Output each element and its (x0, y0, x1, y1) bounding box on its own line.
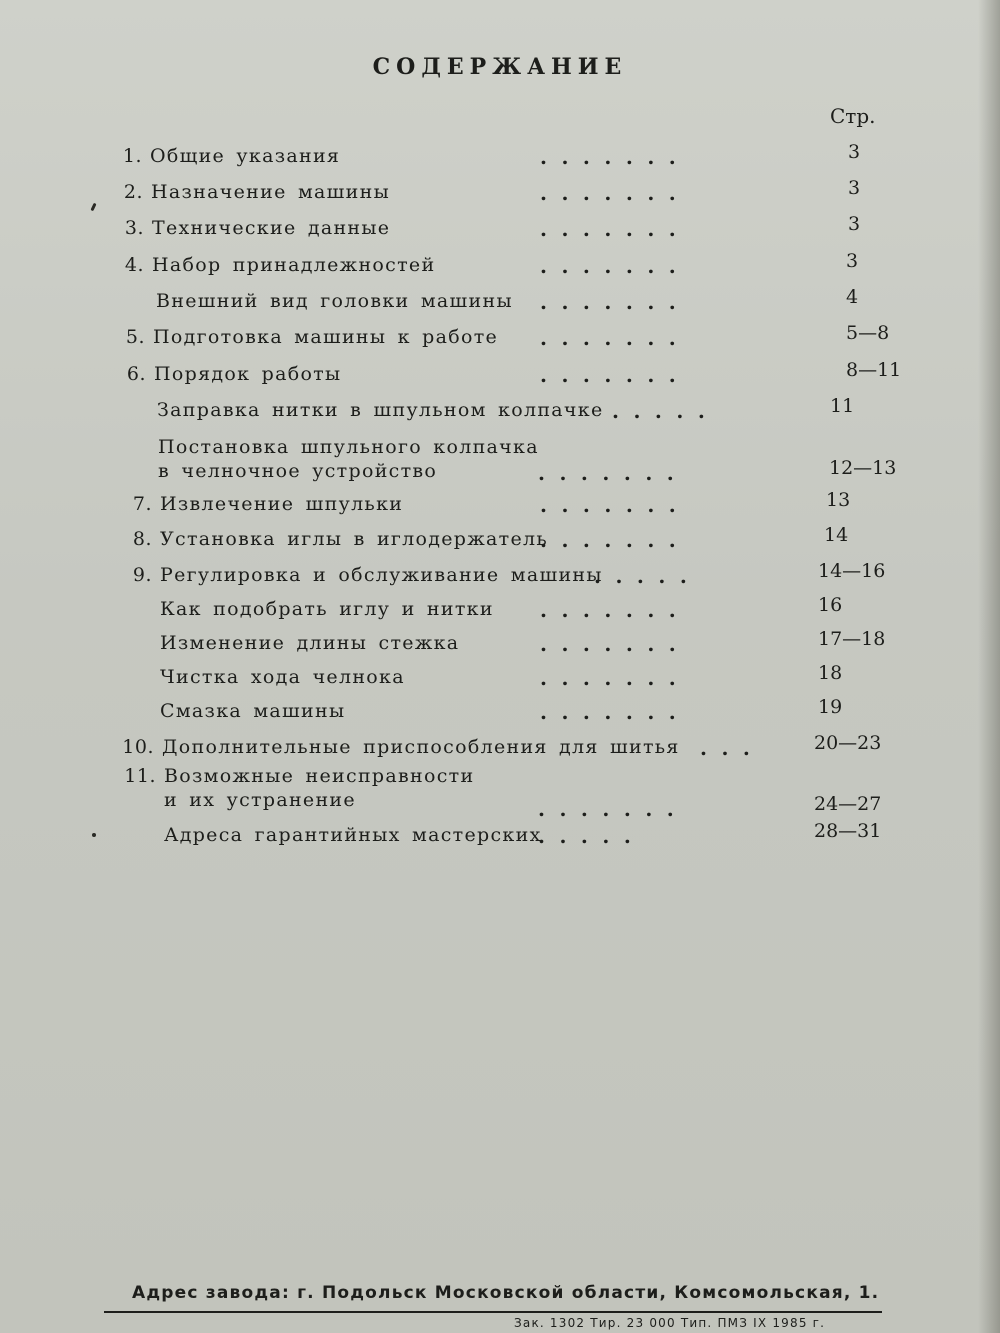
toc-entry-page: 14 (824, 524, 849, 546)
toc-entry-page: 13 (826, 489, 851, 511)
toc-entry-label: Регулировка и обслуживание машины (160, 564, 603, 586)
toc-entry-page: 14—16 (818, 560, 886, 582)
toc-entry-page: 3 (848, 177, 861, 199)
toc-entry-label: Изменение длины стежка (160, 632, 460, 654)
toc-entry-page: 17—18 (818, 628, 886, 650)
dot-leader: ....... (540, 363, 691, 387)
toc-entry-page: 12—13 (829, 457, 897, 479)
toc-entry-label: Внешний вид головки машины (156, 290, 513, 312)
toc-entry (0, 286, 1000, 320)
toc-entry (0, 820, 1000, 854)
toc-entry-number: 6. (126, 363, 146, 385)
toc-entry-page: 3 (846, 250, 859, 272)
toc-entry-number: 9. (132, 564, 152, 586)
dot-leader: ... (700, 736, 765, 760)
toc-entry-page: 18 (818, 662, 843, 684)
toc-entry-number: 5. (125, 326, 145, 348)
dot-leader: ....... (538, 797, 689, 821)
toc-entry-page: 28—31 (814, 820, 882, 842)
toc-entry-page: 24—27 (814, 793, 882, 815)
toc-entry (0, 594, 1000, 628)
dot-leader: ....... (540, 145, 691, 169)
toc-entry-label: Общие указания (150, 145, 341, 167)
toc-entry-page: 8—11 (846, 359, 902, 381)
toc-entry (0, 395, 1000, 429)
toc-entry-page: 19 (818, 696, 843, 718)
toc-entry (0, 524, 1000, 558)
ink-mark (92, 833, 96, 837)
dot-leader: ....... (538, 461, 689, 485)
toc-entry-label-continued: и их устранение (164, 789, 356, 811)
toc-entry-label: Подготовка машины к работе (153, 326, 499, 348)
page-title: СОДЕРЖАНИЕ (372, 54, 628, 80)
toc-entry-page: 20—23 (814, 732, 882, 754)
toc-entry-number: 3. (124, 217, 144, 239)
toc-entry-label-continued: в челночное устройство (158, 460, 438, 482)
toc-entry-number: 1. (122, 145, 142, 167)
dot-leader: ....... (540, 290, 691, 314)
toc-entry-page: 3 (848, 213, 861, 235)
toc-entry-label: Заправка нитки в шпульном колпачке (157, 399, 604, 421)
dot-leader: ....... (540, 181, 691, 205)
toc-entry (0, 696, 1000, 730)
toc-entry-label: Назначение машины (151, 181, 390, 203)
toc-entry (0, 177, 1000, 211)
dot-leader: ....... (540, 254, 691, 278)
toc-entry-label: Возможные неисправности (164, 765, 475, 787)
dot-leader: ....... (540, 700, 691, 724)
toc-entry-page: 16 (818, 594, 843, 616)
toc-entry-label: Технические данные (152, 217, 391, 239)
toc-entry (0, 213, 1000, 247)
toc-entry (0, 560, 1000, 594)
dot-leader: ....... (540, 217, 691, 241)
toc-entry-page: 11 (830, 395, 855, 417)
dot-leader: ....... (540, 666, 691, 690)
toc-entry (0, 359, 1000, 393)
dot-leader: ....... (540, 326, 691, 350)
toc-entry-label: Адреса гарантийных мастерских (164, 824, 542, 846)
toc-entry-number: 7. (132, 493, 152, 515)
toc-entry (0, 141, 1000, 175)
dot-leader: ..... (594, 564, 702, 588)
dot-leader: ..... (612, 399, 720, 423)
toc-entry-label: Дополнительные приспособления для шитья (162, 736, 680, 758)
dot-leader: ..... (538, 824, 646, 848)
toc-entry-label: Смазка машины (160, 700, 346, 722)
toc-entry (0, 732, 1000, 766)
divider-line (104, 1311, 882, 1313)
toc-entry (0, 322, 1000, 356)
toc-entry-number: 8. (132, 528, 152, 550)
toc-entry-label: Установка иглы в иглодержатель (160, 528, 549, 550)
dot-leader: ....... (540, 528, 691, 552)
toc-entry-number: 11. (124, 765, 156, 787)
dot-leader: ....... (540, 598, 691, 622)
toc-entry (0, 662, 1000, 696)
toc-entry (0, 765, 1000, 827)
toc-entry-page: 3 (848, 141, 861, 163)
toc-entry (0, 628, 1000, 662)
toc-entry-label: Извлечение шпульки (160, 493, 404, 515)
dot-leader: ....... (540, 493, 691, 517)
pages-column-header: Стр. (830, 104, 876, 128)
toc-entry (0, 436, 1000, 491)
toc-entry-label: Чистка хода челнока (160, 666, 405, 688)
toc-entry (0, 250, 1000, 284)
toc-entry-page: 4 (846, 286, 859, 308)
toc-entry-number: 2. (123, 181, 143, 203)
toc-entry-number: 4. (124, 254, 144, 276)
toc-entry-label: Как подобрать иглу и нитки (160, 598, 494, 620)
toc-entry-page: 5—8 (846, 322, 890, 344)
toc-entry-number: 10. (122, 736, 154, 758)
toc-entry-label: Постановка шпульного колпачка (158, 436, 539, 458)
factory-address: Адрес завода: г. Подольск Московской области, Комсомольская, 1. (132, 1283, 880, 1303)
dot-leader: ....... (540, 632, 691, 656)
toc-entry (0, 489, 1000, 523)
print-imprint: Зак. 1302 Тир. 23 000 Тип. ПМЗ IX 1985 г. (514, 1316, 826, 1330)
toc-entry-label: Набор принадлежностей (152, 254, 436, 276)
toc-entry-label: Порядок работы (154, 363, 342, 385)
